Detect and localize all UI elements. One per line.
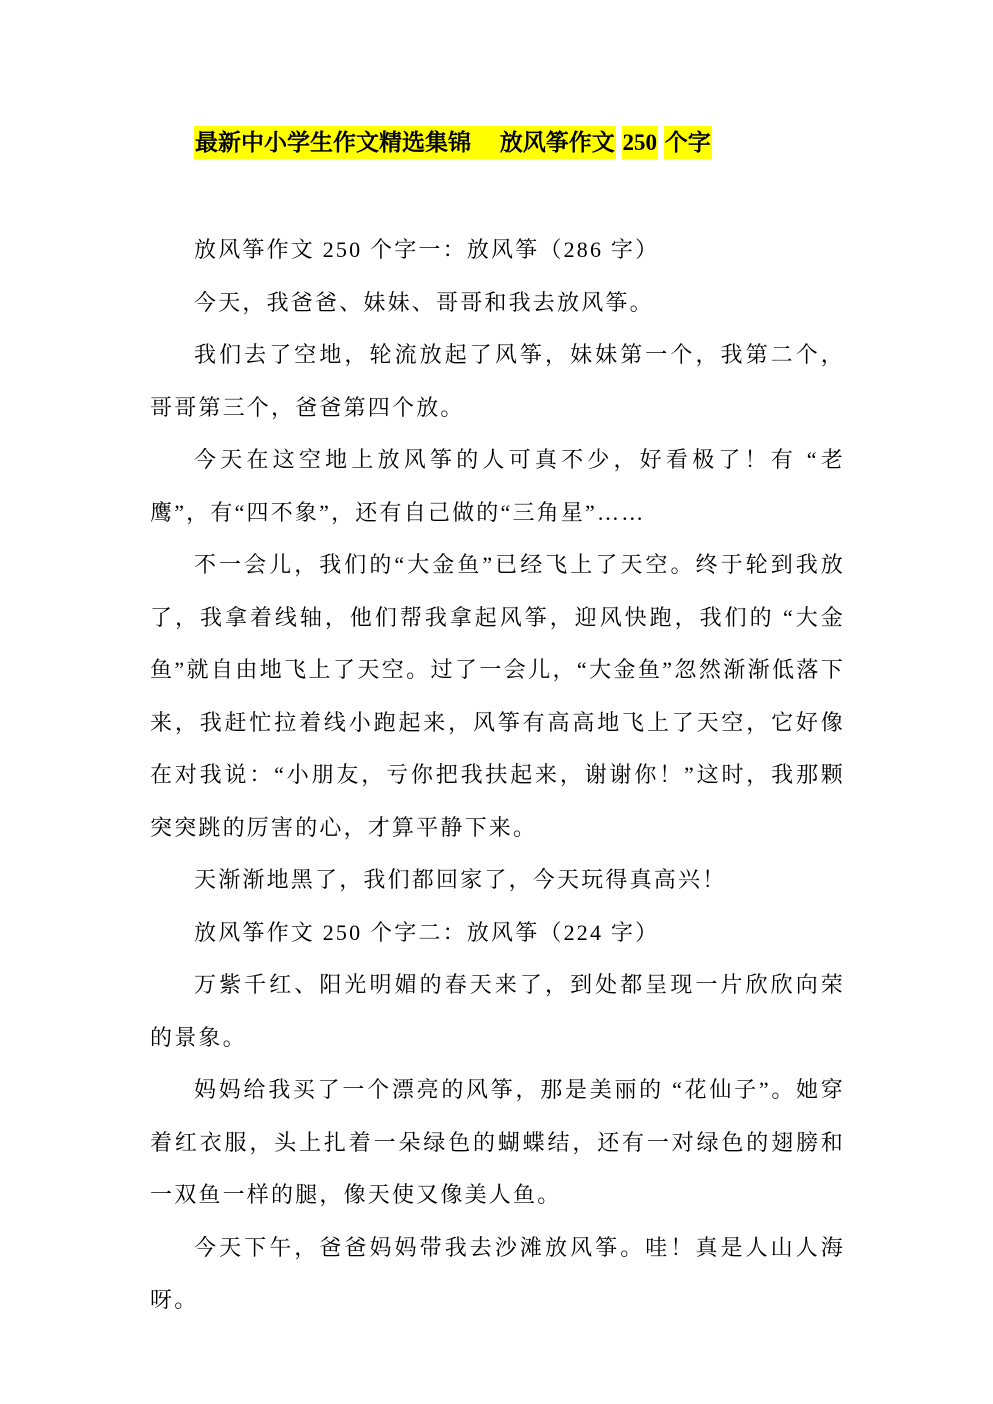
title-plain-segment [616, 130, 622, 155]
paragraph: 今天下午，爸爸妈妈带我去沙滩放风筝。哇！真是人山人海呀。 [150, 1234, 845, 1312]
title-highlight-segment: 250 [622, 126, 659, 159]
blank-line [150, 169, 845, 224]
essay-body [150, 224, 845, 1327]
paragraph: 放风筝作文 250 个字二：放风筝（224 字） [194, 919, 660, 945]
paragraph: 我们去了空地，轮流放起了风筝，妹妹第一个，我第二个，哥哥第三个，爸爸第四个放。 [150, 342, 845, 420]
paragraph: 妈妈给我买了一个漂亮的风筝，那是美丽的 “花仙子”。她穿着红衣服，头上扎着一朵绿色的蝴蝶结，还有一对绿色的翅膀和一双鱼一样的腿，像天使又像美人鱼。 [150, 1077, 845, 1207]
title-plain-segment [658, 130, 664, 155]
paragraph: 放风筝作文 250 个字一：放风筝（286 字） [194, 237, 660, 262]
title-highlight-segment: 最新中小学生作文精选集锦 放风筝作文 [194, 126, 616, 159]
paragraph: 今天在这空地上放风筝的人可真不少，好看极了！有 “老鹰”，有“四不象”，还有自己做的“三角星”…… [150, 447, 845, 525]
paragraph: 今天，我爸爸、妹妹、哥哥和我去放风筝。 [194, 289, 654, 315]
paragraph: 不一会儿，我们的“大金鱼”已经飞上了天空。终于轮到我放了，我拿着线轴，他们帮我拿起风筝，迎风快跑，我们的 “大金鱼”就自由地飞上了天空。过了一会儿，“大金鱼”忽然渐渐低落下来，我赶忙拉着线小跑起来，风筝有高高地飞上了天空，它好像在对我说：“小朋友，亏你把我扶起来，谢谢你！”这时，我那颗突突跳的厉害的心，才算平静下来。 [150, 552, 845, 840]
paragraph: 万紫千红、阳光明媚的春天来了，到处都呈现一片欣欣向荣的景象。 [150, 972, 845, 1050]
title-highlight-segment: 个字 [664, 126, 712, 159]
paragraph: 天渐渐地黑了，我们都回家了，今天玩得真高兴！ [194, 867, 727, 892]
document-title [150, 116, 845, 169]
